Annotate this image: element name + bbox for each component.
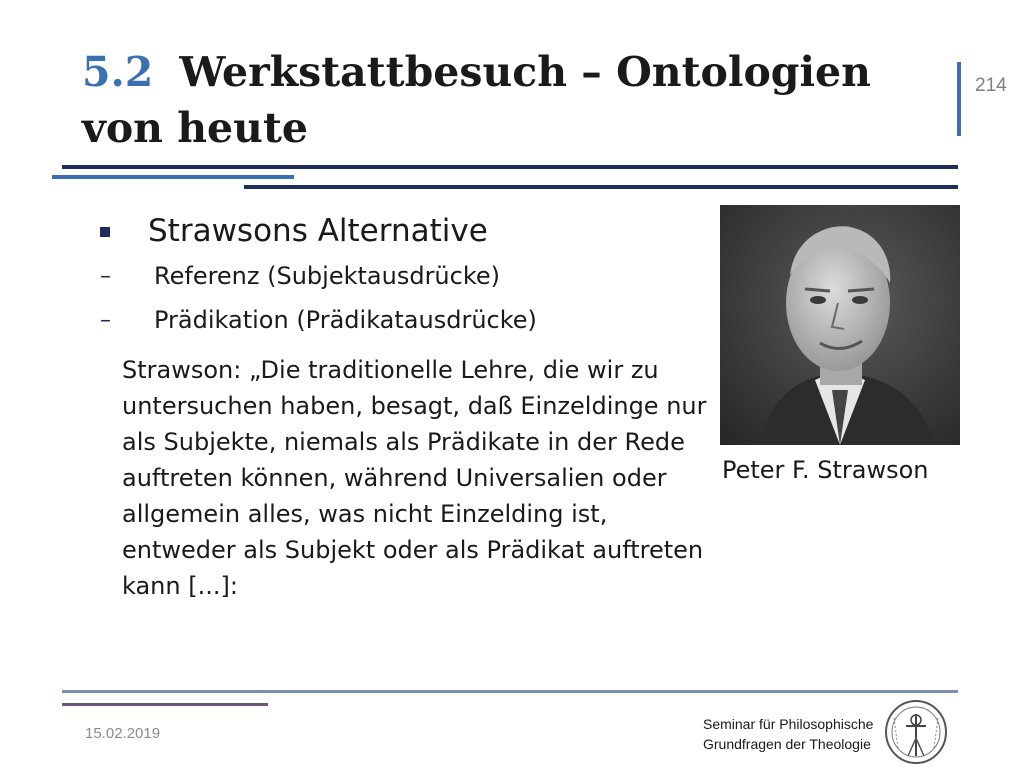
dash-bullet-icon: –	[100, 263, 111, 289]
header-rule-bottom	[244, 185, 958, 189]
seal-logo-icon	[880, 698, 952, 766]
page-number: 214	[975, 75, 1007, 96]
title-line-2: von heute	[82, 104, 308, 152]
dash-bullet-icon: –	[100, 307, 111, 333]
footer-rule	[62, 690, 958, 693]
square-bullet-icon	[100, 227, 110, 237]
sub-item	[100, 298, 710, 342]
sub-item-text: Referenz (Subjektausdrücke)	[154, 262, 501, 290]
slide-date: 15.02.2019	[85, 725, 161, 742]
institution-name	[703, 714, 873, 754]
portrait-image-icon	[720, 205, 960, 445]
footer-rule-accent	[62, 703, 268, 706]
slide-title	[82, 44, 962, 156]
institution-line-2: Grundfragen der Theologie	[703, 736, 871, 752]
slide-content	[100, 208, 710, 604]
title-accent-bar	[957, 62, 961, 136]
institution-line-1: Seminar für Philosophische	[703, 716, 874, 732]
title-line-1: Werkstattbesuch – Ontologien	[179, 48, 871, 96]
portrait-photo	[720, 205, 960, 445]
sub-item-text: Prädikation (Prädikatausdrücke)	[154, 306, 537, 334]
sub-item	[100, 254, 710, 298]
header-rule-accent	[52, 175, 294, 179]
header-rule-top	[62, 165, 958, 169]
bullet-text: Strawsons Alternative	[148, 213, 488, 249]
quote-text: Strawson: „Die traditionelle Lehre, die wir zu untersuchen haben, besagt, daß Einzeldinge nur als Subjekte, niemals als Prädikate in der Rede auftreten können, während Universalien oder allgemein alles, was nicht Einzelding ist, entweder als Subjekt oder als Prädikat auftreten kann [...]:	[122, 356, 707, 600]
bullet-item	[100, 208, 710, 254]
photo-caption: Peter F. Strawson	[722, 456, 929, 484]
section-number: 5.2	[82, 48, 154, 96]
